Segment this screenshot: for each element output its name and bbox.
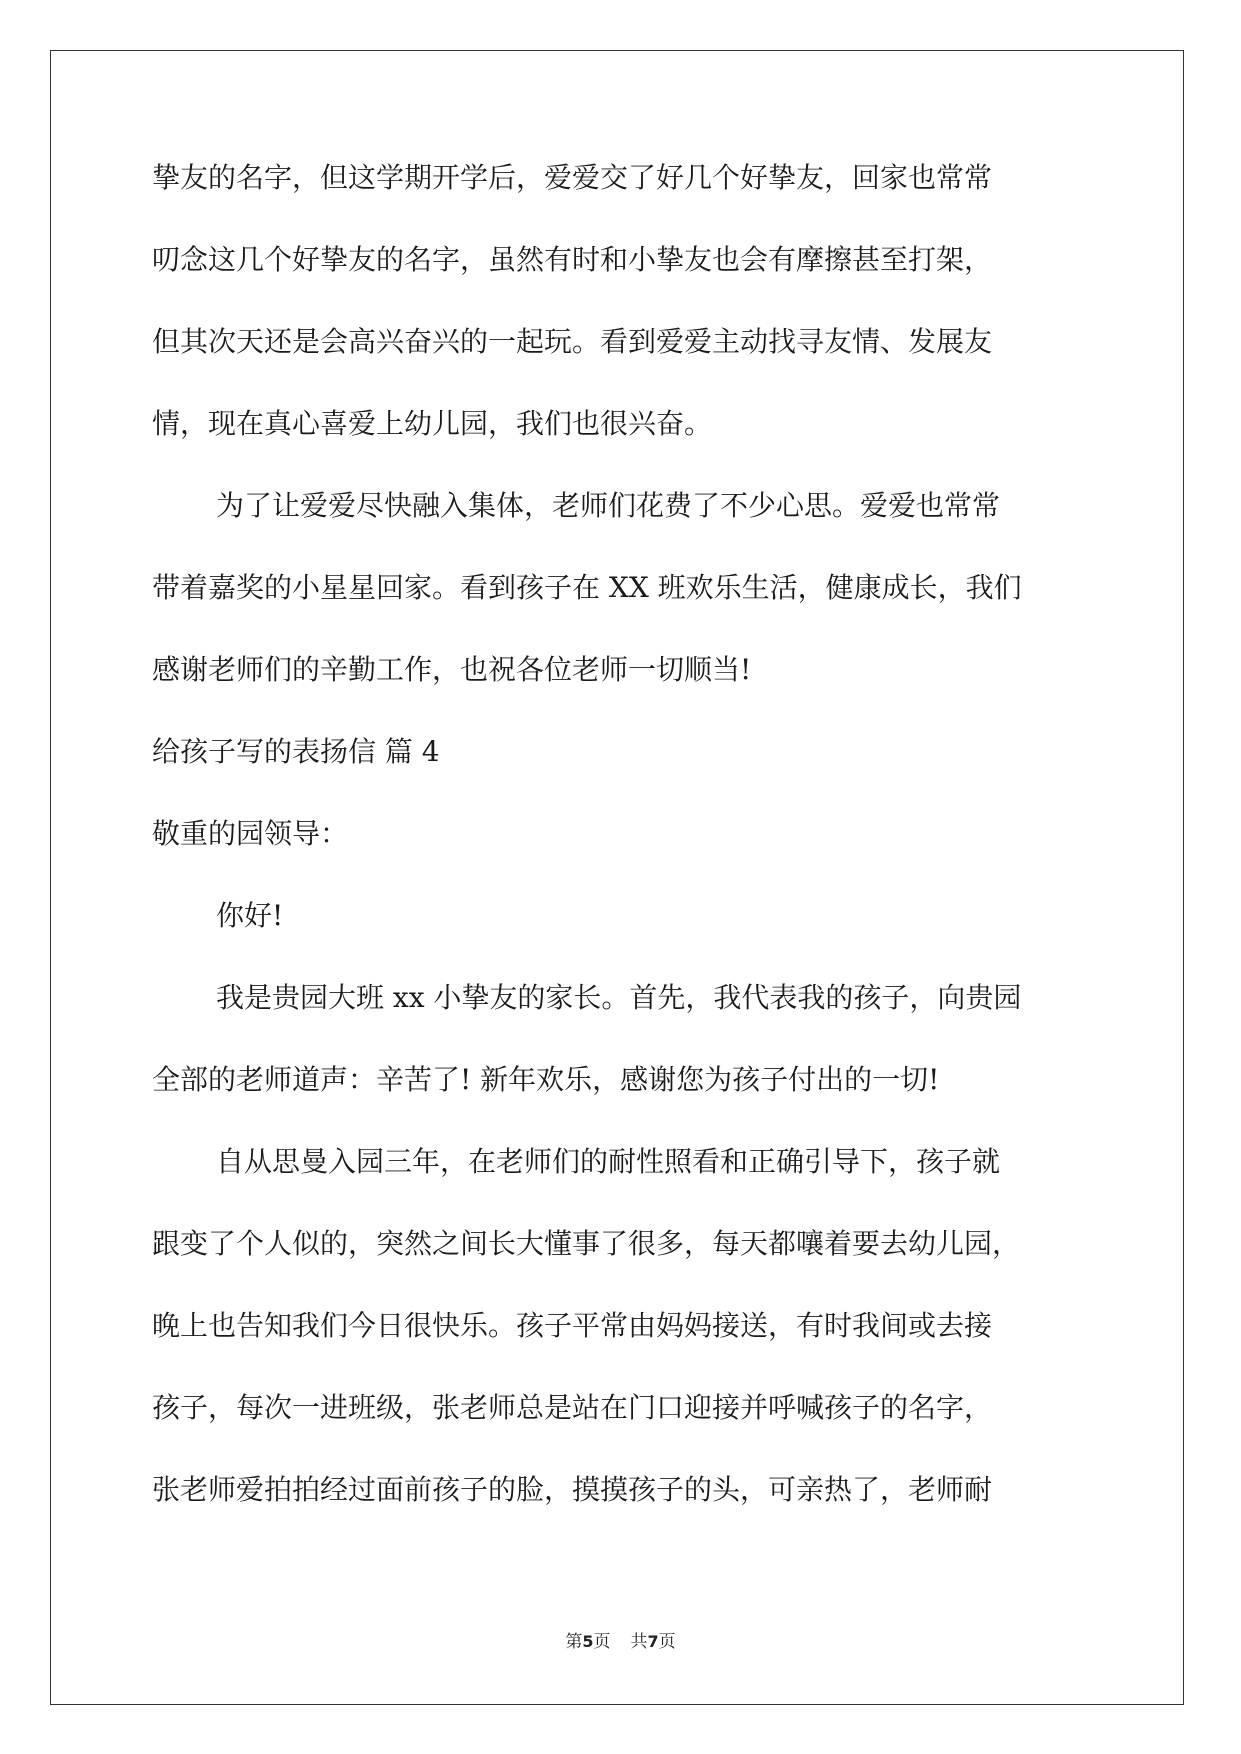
footer-total-prefix: 共 [630, 1632, 648, 1652]
paragraph-start-line: 我是贵园大班 xx 小挚友的家长。首先，我代表我的孩子，向贵园 [216, 981, 1022, 1014]
body-line: 情，现在真心喜爱上幼儿园，我们也很兴奋。 [152, 407, 713, 440]
body-line: 全部的老师道声：辛苦了! 新年欢乐，感谢您为孩子付出的一切! [152, 1063, 940, 1096]
total-page-number: 7 [647, 1632, 659, 1651]
footer-page-unit: 页 [593, 1632, 611, 1652]
body-line: 张老师爱拍拍经过面前孩子的脸，摸摸孩子的头，可亲热了，老师耐 [152, 1473, 993, 1506]
page-footer [0, 1627, 1241, 1652]
document-body [152, 160, 1092, 1554]
body-line: 跟变了个人似的，突然之间长大懂事了很多，每天都嚷着要去幼儿园， [152, 1227, 1021, 1260]
current-page-number: 5 [582, 1632, 594, 1651]
section-heading: 给孩子写的表扬信 篇 4 [152, 735, 440, 768]
salutation: 敬重的园领导： [152, 817, 349, 850]
body-line: 感谢老师们的辛勤工作，也祝各位老师一切顺当! [152, 653, 752, 686]
body-line: 晚上也告知我们今日很快乐。孩子平常由妈妈接送，有时我间或去接 [152, 1309, 993, 1342]
body-line: 挚友的名字，但这学期开学后，爱爱交了好几个好挚友，回家也常常 [152, 161, 993, 194]
body-line: 叨念这几个好挚友的名字，虽然有时和小挚友也会有摩擦甚至打架， [152, 243, 993, 276]
body-line: 带着嘉奖的小星星回家。看到孩子在 XX 班欢乐生活，健康成长，我们 [152, 571, 1022, 604]
paragraph-start-line: 自从思曼入园三年，在老师们的耐性照看和正确引导下，孩子就 [216, 1145, 1001, 1178]
body-line: 但其次天还是会高兴奋兴的一起玩。看到爱爱主动找寻友情、发展友 [152, 325, 993, 358]
greeting: 你好! [216, 899, 284, 932]
footer-prefix: 第 [565, 1632, 583, 1652]
body-line: 孩子，每次一进班级，张老师总是站在门口迎接并呼喊孩子的名字， [152, 1391, 993, 1424]
footer-total-unit: 页 [658, 1632, 676, 1652]
paragraph-start-line: 为了让爱爱尽快融入集体，老师们花费了不少心思。爱爱也常常 [216, 489, 1001, 522]
